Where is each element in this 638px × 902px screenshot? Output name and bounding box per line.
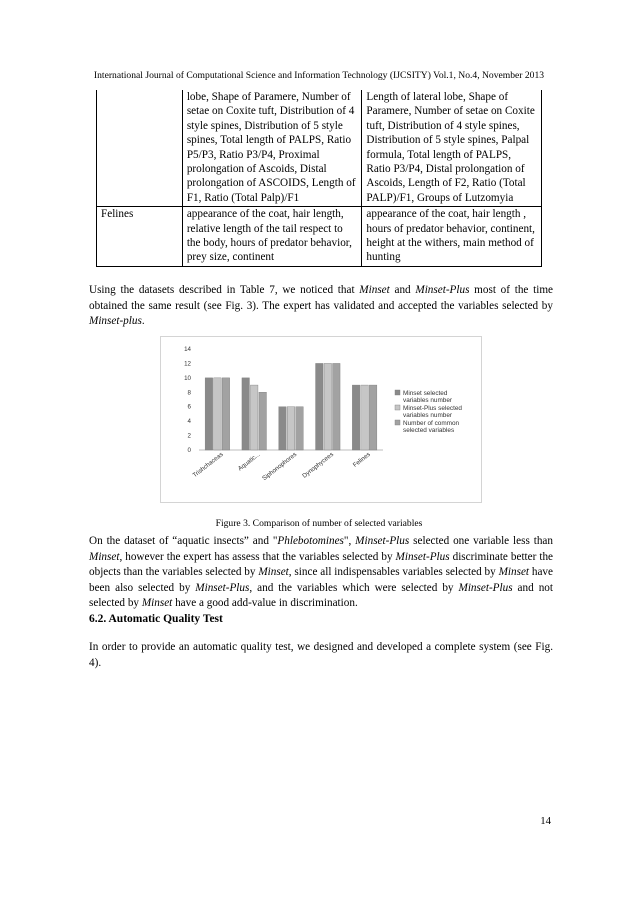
legend-label: variables number: [403, 397, 453, 404]
y-tick-label: 4: [187, 418, 191, 426]
text-run: On the dataset of “aquatic insects” and ": [89, 535, 278, 547]
table-cell-group: Felines: [97, 207, 183, 267]
paragraph-quality-test: In order to provide an automatic quality test, we designed and developed a complete system (see Fig. 4).: [89, 641, 553, 669]
text-run-italic: Phlebotomines: [277, 535, 344, 547]
bar: [324, 363, 332, 450]
bar: [205, 378, 213, 450]
legend-swatch: [395, 405, 400, 410]
table-cell-minset: lobe, Shape of Paramere, Number of setae on Coxite tuft, Distribution of 4 style spines, Distribution of 5 style spines, Total length of PALPS, Ratio P5/P3, Ratio P3/P4, Proximal prolongation of Ascoids, Distal prolongation of ASCOIDS, Length of F1, Ratio (Total Palp)/F1: [182, 90, 362, 207]
text-run: and: [389, 284, 416, 296]
bar: [222, 378, 230, 450]
text-run: have a good add-value in discrimination.: [172, 597, 358, 610]
text-run-italic: Minset-Plus: [195, 581, 250, 594]
table-cell-minset: appearance of the coat, hair length, relative length of the tail respect to the body, hours of predator behavior, prey size, continent: [182, 207, 362, 267]
legend-label: variables number: [403, 412, 453, 419]
paragraph-discussion: [89, 534, 553, 612]
text-run: ",: [343, 535, 356, 547]
bar: [296, 407, 304, 450]
text-run-italic: Minset-Plus: [415, 284, 470, 296]
text-run: most of the time obtained the same result (see Fig. 3). The expert has validated and accepted the variables selected by: [89, 284, 553, 312]
page-number: 14: [540, 815, 551, 827]
text-run-italic: Minset: [359, 284, 390, 296]
y-tick-label: 2: [187, 432, 191, 440]
text-run-italic: Minset-plus: [89, 315, 142, 328]
text-run: , however the expert has assess that the variables selected by: [119, 550, 396, 563]
variables-table: [96, 90, 542, 267]
bar: [214, 378, 222, 450]
table-row: [97, 90, 542, 207]
table-cell-group: [97, 90, 183, 207]
figure-caption: Figure 3. Comparison of number of selected variables: [215, 518, 423, 529]
bar: [279, 407, 287, 450]
text-run-italic: Minset: [89, 550, 120, 563]
paragraph-results: [89, 283, 553, 330]
bar: [333, 363, 341, 450]
legend-label: selected variables: [403, 427, 455, 434]
y-tick-label: 0: [187, 447, 191, 454]
bar: [352, 385, 360, 450]
y-tick-label: 14: [184, 346, 191, 353]
table-cell-minset-plus: appearance of the coat, hair length , hours of predator behavior, continent, height at the withers, main method of hunting: [362, 207, 542, 267]
table-cell-minset-plus: Length of lateral lobe, Shape of Paramere, Number of setae on Coxite tuft, Distribution of 4 style spines, Distribution of 5 style spines, Palpal formula, Total length of PALPS, Ratio P3/P4, Distal prolongation of Ascoids, Length of F2, Ratio (Total PALP)/F1, Groups of Lutzomyia: [362, 90, 542, 207]
x-tick-label: Trishchaceas: [191, 451, 225, 480]
section-heading: 6.2. Automatic Quality Test: [89, 613, 223, 625]
legend-swatch: [395, 420, 400, 425]
legend-label: Number of common: [403, 420, 460, 427]
bar: [287, 407, 295, 450]
y-tick-label: 6: [187, 403, 191, 411]
text-run-italic: Minset: [498, 566, 530, 579]
bar: [250, 385, 258, 450]
text-run: and not selected by: [89, 581, 553, 610]
y-tick-label: 10: [184, 374, 191, 382]
y-tick-label: 12: [184, 360, 191, 368]
x-tick-label: Dynophycees: [301, 451, 336, 480]
y-tick-label: 8: [187, 389, 191, 397]
legend-label: Minset-Plus selected: [403, 405, 462, 412]
bar: [259, 392, 267, 450]
text-run-italic: Minset-Plus: [355, 535, 410, 547]
journal-header: International Journal of Computational Science and Information Technology (IJCSITY) Vol.1, No.4, November 2013: [93, 70, 545, 81]
text-run-italic: Minset: [141, 597, 173, 610]
text-run: selected one variable less than: [409, 535, 553, 547]
bar-chart: [161, 337, 481, 502]
bar: [242, 378, 250, 450]
text-run: , and the variables which were selected by: [249, 581, 459, 594]
text-run: , since all indispensables variables selected by: [288, 566, 499, 579]
x-tick-label: Felines: [351, 451, 372, 469]
bar: [369, 385, 377, 450]
text-run: Using the datasets described in Table 7, we noticed that: [89, 284, 360, 296]
legend-label: Minset selected: [403, 390, 448, 397]
figure-3-chart: [160, 336, 482, 503]
x-tick-label: Aquatic...: [236, 451, 262, 473]
table-row: [97, 207, 542, 267]
x-tick-label: Siphonophores: [261, 451, 299, 483]
text-run-italic: Minset: [258, 566, 289, 579]
bar: [316, 363, 324, 450]
legend-swatch: [395, 390, 400, 395]
text-run: have been also selected by: [89, 566, 553, 594]
text-run: discriminate better the objects than the variables selected by: [89, 550, 553, 579]
text-run: .: [141, 315, 145, 328]
bar: [361, 385, 369, 450]
text-run-italic: Minset-Plus: [395, 550, 450, 563]
text-run-italic: Minset-Plus: [458, 581, 513, 594]
